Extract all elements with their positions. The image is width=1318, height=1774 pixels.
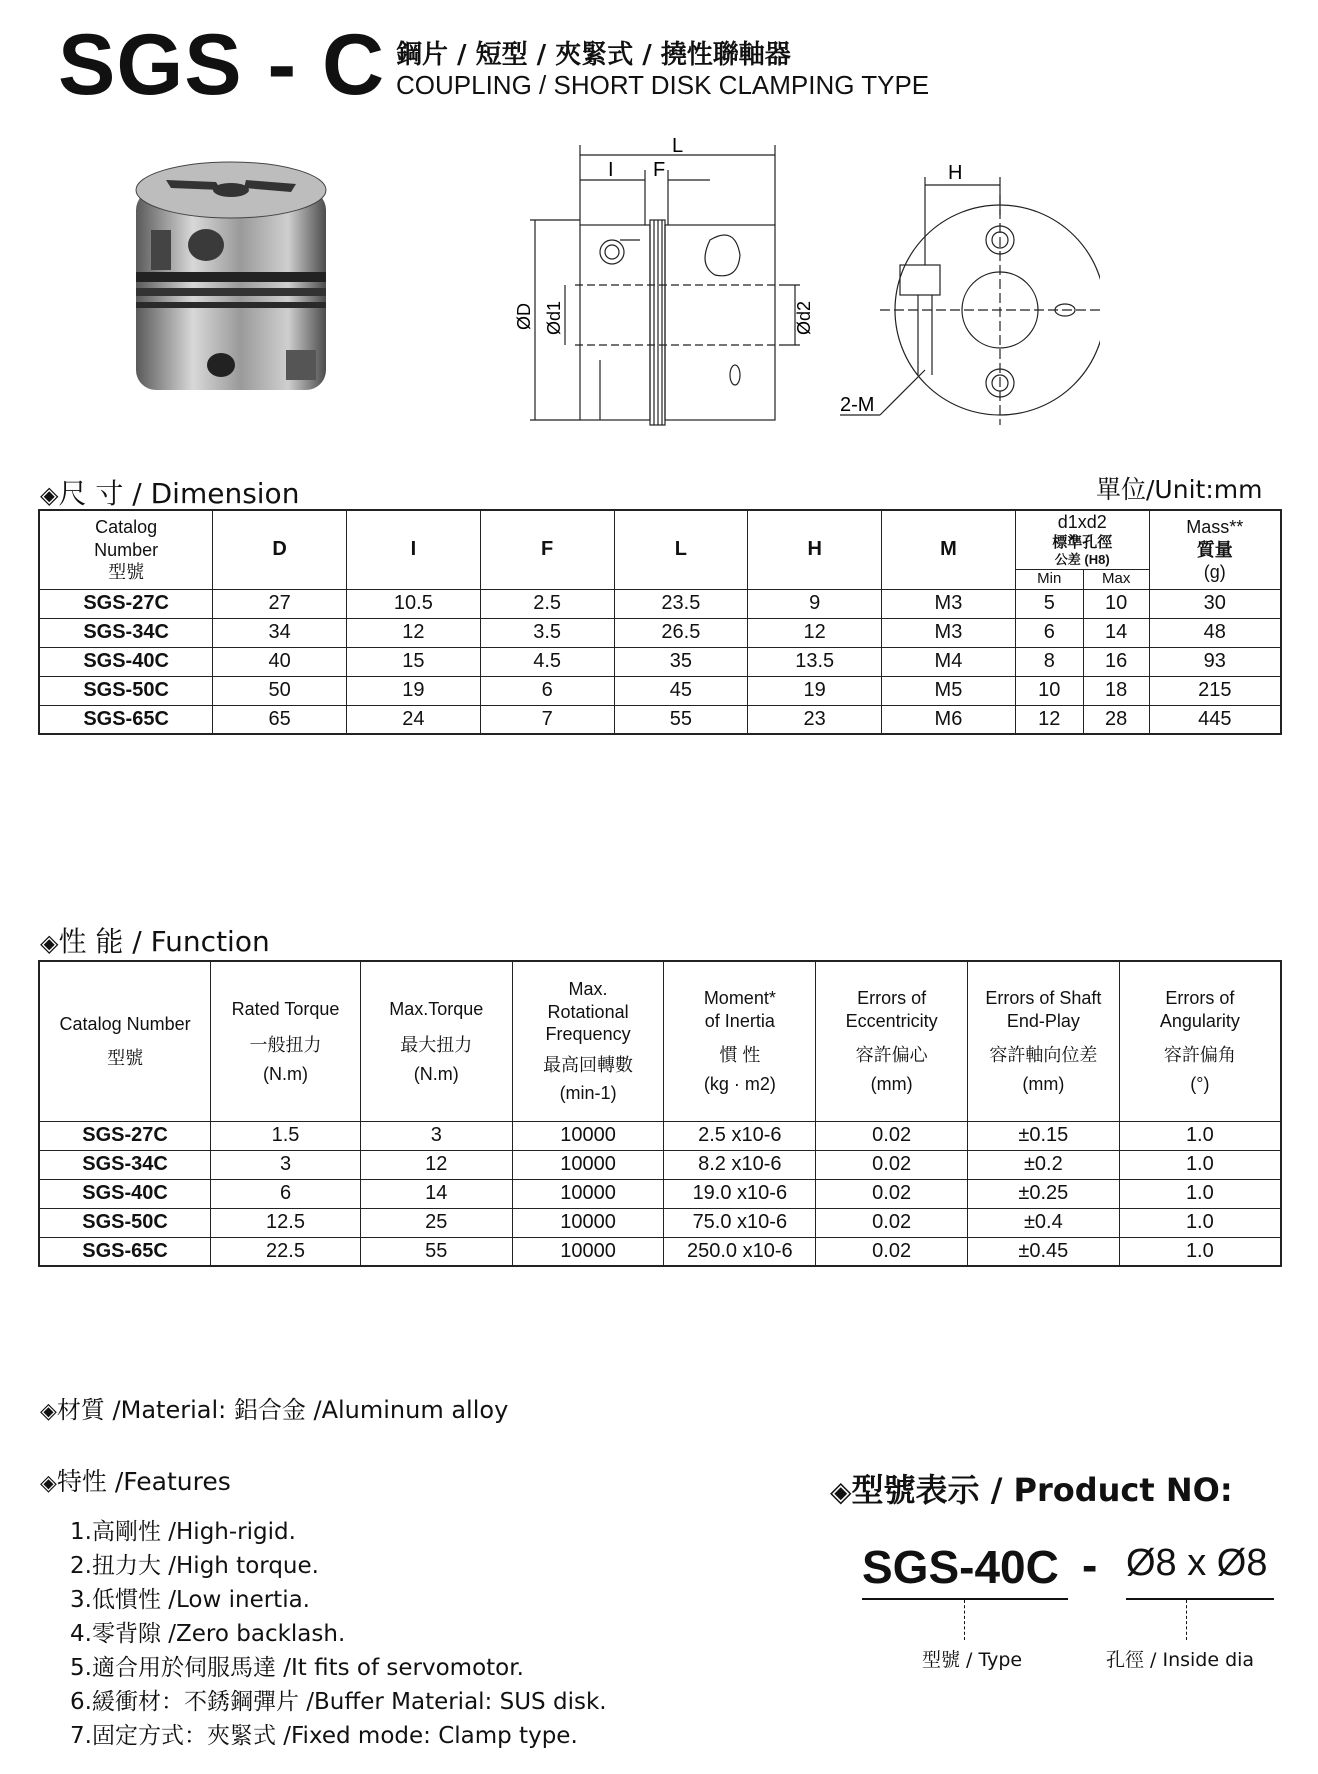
label-L: L — [672, 135, 684, 157]
product-no-dash: - — [1082, 1539, 1098, 1591]
table-row — [39, 1179, 1281, 1208]
feature-item: 6.緩衝材：不銹鋼彈片 /Buffer Material: SUS disk. — [70, 1689, 607, 1715]
cell-model: SGS-50C — [39, 676, 213, 705]
label-D: ØD — [514, 303, 534, 330]
cell-H: 13.5 — [748, 647, 882, 676]
feature-item: 5.適合用於伺服馬達 /It fits of servomotor. — [70, 1655, 524, 1681]
coupling-photo — [126, 160, 336, 410]
cell-ecc: 0.02 — [816, 1121, 968, 1150]
cell-rated: 6 — [211, 1179, 361, 1208]
cell-inertia: 250.0 x10-6 — [664, 1237, 816, 1266]
table-row — [39, 1208, 1281, 1237]
feature-item: 2.扭力大 /High torque. — [70, 1553, 319, 1579]
cell-H: 9 — [748, 589, 882, 618]
cell-D: 34 — [213, 618, 347, 647]
product-no-heading — [830, 1465, 1233, 1511]
cell-min: 5 — [1015, 589, 1083, 618]
cell-D: 65 — [213, 705, 347, 734]
subtitle-chinese: 鋼片 / 短型 / 夾緊式 / 撓性聯軸器 — [396, 40, 791, 70]
diamond-icon: ◈ — [40, 1471, 57, 1496]
label-2M: 2-M — [840, 394, 875, 416]
model-leader — [964, 1600, 965, 1640]
col-D: D — [213, 510, 347, 589]
cell-inertia: 19.0 x10-6 — [664, 1179, 816, 1208]
cell-H: 12 — [748, 618, 882, 647]
cell-mass: 215 — [1149, 676, 1281, 705]
cell-I: 19 — [346, 676, 480, 705]
cell-mass: 445 — [1149, 705, 1281, 734]
cell-L: 45 — [614, 676, 748, 705]
diamond-icon: ◈ — [40, 1399, 57, 1424]
diamond-icon: ◈ — [40, 929, 59, 957]
label-d2: Ød2 — [794, 300, 814, 335]
bore-underline — [1126, 1598, 1274, 1600]
cell-ang: 1.0 — [1119, 1237, 1281, 1266]
cell-end: ±0.15 — [968, 1121, 1120, 1150]
cell-freq: 10000 — [512, 1237, 664, 1266]
fcol-rated: Rated Torque 一般扭力 (N.m) — [211, 961, 361, 1121]
cell-ecc: 0.02 — [816, 1208, 968, 1237]
cell-I: 24 — [346, 705, 480, 734]
cell-min: 6 — [1015, 618, 1083, 647]
cell-mass: 93 — [1149, 647, 1281, 676]
cell-inertia: 75.0 x10-6 — [664, 1208, 816, 1237]
cell-inertia: 2.5 x10-6 — [664, 1121, 816, 1150]
dimension-title: 尺 寸 / Dimension — [58, 477, 300, 510]
product-no-bore: Ø8 x Ø8 — [1126, 1542, 1268, 1584]
cell-L: 35 — [614, 647, 748, 676]
feature-item: 1.高剛性 /High-rigid. — [70, 1519, 296, 1545]
cell-M: M4 — [882, 647, 1016, 676]
fcol-max: Max.Torque 最大扭力 (N.m) — [360, 961, 512, 1121]
cell-freq: 10000 — [512, 1179, 664, 1208]
inside-dia-label: 孔徑 / Inside dia — [1106, 1649, 1255, 1671]
product-no-model: SGS-40C — [862, 1541, 1059, 1593]
features-heading — [40, 1462, 231, 1498]
bore-leader — [1186, 1600, 1187, 1640]
cell-L: 26.5 — [614, 618, 748, 647]
col-min: Min — [1015, 569, 1083, 589]
cell-M: M5 — [882, 676, 1016, 705]
cell-ang: 1.0 — [1119, 1179, 1281, 1208]
cell-end: ±0.25 — [968, 1179, 1120, 1208]
cell-I: 15 — [346, 647, 480, 676]
table-row — [39, 705, 1281, 734]
cell-max: 10 — [1083, 589, 1149, 618]
cell-freq: 10000 — [512, 1208, 664, 1237]
col-H: H — [748, 510, 882, 589]
features-title: 特性 /Features — [56, 1467, 231, 1496]
cell-model: SGS-27C — [39, 1121, 211, 1150]
cell-F: 2.5 — [480, 589, 614, 618]
cell-end: ±0.45 — [968, 1237, 1120, 1266]
cell-max: 28 — [1083, 705, 1149, 734]
cell-model: SGS-34C — [39, 618, 213, 647]
cell-D: 50 — [213, 676, 347, 705]
cell-mass: 48 — [1149, 618, 1281, 647]
cell-ang: 1.0 — [1119, 1150, 1281, 1179]
cell-model: SGS-65C — [39, 705, 213, 734]
function-title: 性 能 / Function — [58, 925, 270, 958]
cell-F: 6 — [480, 676, 614, 705]
function-table — [38, 960, 1282, 1267]
cell-ang: 1.0 — [1119, 1121, 1281, 1150]
cell-max: 14 — [1083, 618, 1149, 647]
cell-model: SGS-40C — [39, 647, 213, 676]
table-row — [39, 1237, 1281, 1266]
cell-D: 27 — [213, 589, 347, 618]
cell-I: 12 — [346, 618, 480, 647]
cell-model: SGS-50C — [39, 1208, 211, 1237]
cell-L: 55 — [614, 705, 748, 734]
table-row — [39, 618, 1281, 647]
table-row — [39, 589, 1281, 618]
cell-rated: 3 — [211, 1150, 361, 1179]
subtitle-english: COUPLING / SHORT DISK CLAMPING TYPE — [396, 70, 930, 100]
cell-H: 23 — [748, 705, 882, 734]
cell-F: 7 — [480, 705, 614, 734]
label-H: H — [948, 162, 963, 184]
cell-F: 3.5 — [480, 618, 614, 647]
cell-max: 12 — [360, 1150, 512, 1179]
cell-model: SGS-27C — [39, 589, 213, 618]
cell-min: 10 — [1015, 676, 1083, 705]
material-text: 材質 /Material: 鋁合金 /Aluminum alloy — [56, 1396, 509, 1424]
cell-max: 25 — [360, 1208, 512, 1237]
cell-ang: 1.0 — [1119, 1208, 1281, 1237]
cell-inertia: 8.2 x10-6 — [664, 1150, 816, 1179]
fcol-eccentricity: Errors of Eccentricity 容許偏心 (mm) — [816, 961, 968, 1121]
cell-rated: 12.5 — [211, 1208, 361, 1237]
dimension-heading — [40, 472, 299, 512]
cell-model: SGS-34C — [39, 1150, 211, 1179]
table-row — [39, 1121, 1281, 1150]
side-view-drawing — [490, 130, 830, 430]
col-bore: d1xd2 標準孔徑 公差 (H8) — [1015, 510, 1149, 569]
feature-item: 7.固定方式：夾緊式 /Fixed mode: Clamp type. — [70, 1723, 578, 1749]
cell-max: 14 — [360, 1179, 512, 1208]
col-F: F — [480, 510, 614, 589]
cell-min: 8 — [1015, 647, 1083, 676]
cell-L: 23.5 — [614, 589, 748, 618]
function-heading — [40, 920, 270, 960]
cell-freq: 10000 — [512, 1121, 664, 1150]
table-row — [39, 647, 1281, 676]
feature-item: 4.零背隙 /Zero backlash. — [70, 1621, 346, 1647]
fcol-catalog: Catalog Number 型號 — [39, 961, 211, 1121]
label-I: I — [608, 159, 614, 181]
cell-ecc: 0.02 — [816, 1150, 968, 1179]
cell-max: 3 — [360, 1121, 512, 1150]
front-view-drawing — [840, 155, 1100, 435]
model-underline — [862, 1598, 1068, 1600]
cell-M: M6 — [882, 705, 1016, 734]
table-row — [39, 1150, 1281, 1179]
dimension-table — [38, 509, 1282, 735]
cell-rated: 22.5 — [211, 1237, 361, 1266]
cell-freq: 10000 — [512, 1150, 664, 1179]
cell-F: 4.5 — [480, 647, 614, 676]
unit-label: 單位/Unit:mm — [1096, 475, 1263, 504]
cell-H: 19 — [748, 676, 882, 705]
material-line — [40, 1390, 508, 1425]
model-title: SGS - C — [58, 17, 386, 113]
cell-max: 18 — [1083, 676, 1149, 705]
cell-end: ±0.4 — [968, 1208, 1120, 1237]
fcol-endplay: Errors of Shaft End-Play 容許軸向位差 (mm) — [968, 961, 1120, 1121]
cell-mass: 30 — [1149, 589, 1281, 618]
type-label: 型號 / Type — [922, 1649, 1023, 1671]
label-d1: Ød1 — [544, 300, 564, 335]
cell-ecc: 0.02 — [816, 1237, 968, 1266]
col-L: L — [614, 510, 748, 589]
cell-min: 12 — [1015, 705, 1083, 734]
cell-model: SGS-65C — [39, 1237, 211, 1266]
fcol-angularity: Errors of Angularity 容許偏角 (°) — [1119, 961, 1281, 1121]
cell-end: ±0.2 — [968, 1150, 1120, 1179]
fcol-inertia: Moment* of Inertia 慣 性 (kg · m2) — [664, 961, 816, 1121]
col-mass: Mass** 質量 (g) — [1149, 510, 1281, 589]
cell-rated: 1.5 — [211, 1121, 361, 1150]
label-F: F — [653, 159, 666, 181]
col-M: M — [882, 510, 1016, 589]
cell-M: M3 — [882, 618, 1016, 647]
diamond-icon: ◈ — [40, 481, 59, 509]
cell-max: 16 — [1083, 647, 1149, 676]
diamond-icon: ◈ — [830, 1475, 852, 1508]
cell-I: 10.5 — [346, 589, 480, 618]
fcol-freq: Max. Rotational Frequency 最高回轉數 (min-1) — [512, 961, 664, 1121]
cell-model: SGS-40C — [39, 1179, 211, 1208]
cell-M: M3 — [882, 589, 1016, 618]
feature-item: 3.低慣性 /Low inertia. — [70, 1587, 310, 1613]
col-max: Max — [1083, 569, 1149, 589]
col-I: I — [346, 510, 480, 589]
cell-D: 40 — [213, 647, 347, 676]
col-catalog: Catalog Number 型號 — [39, 510, 213, 589]
cell-ecc: 0.02 — [816, 1179, 968, 1208]
product-no-title: 型號表示 / Product NO: — [851, 1471, 1233, 1509]
cell-max: 55 — [360, 1237, 512, 1266]
table-row — [39, 676, 1281, 705]
